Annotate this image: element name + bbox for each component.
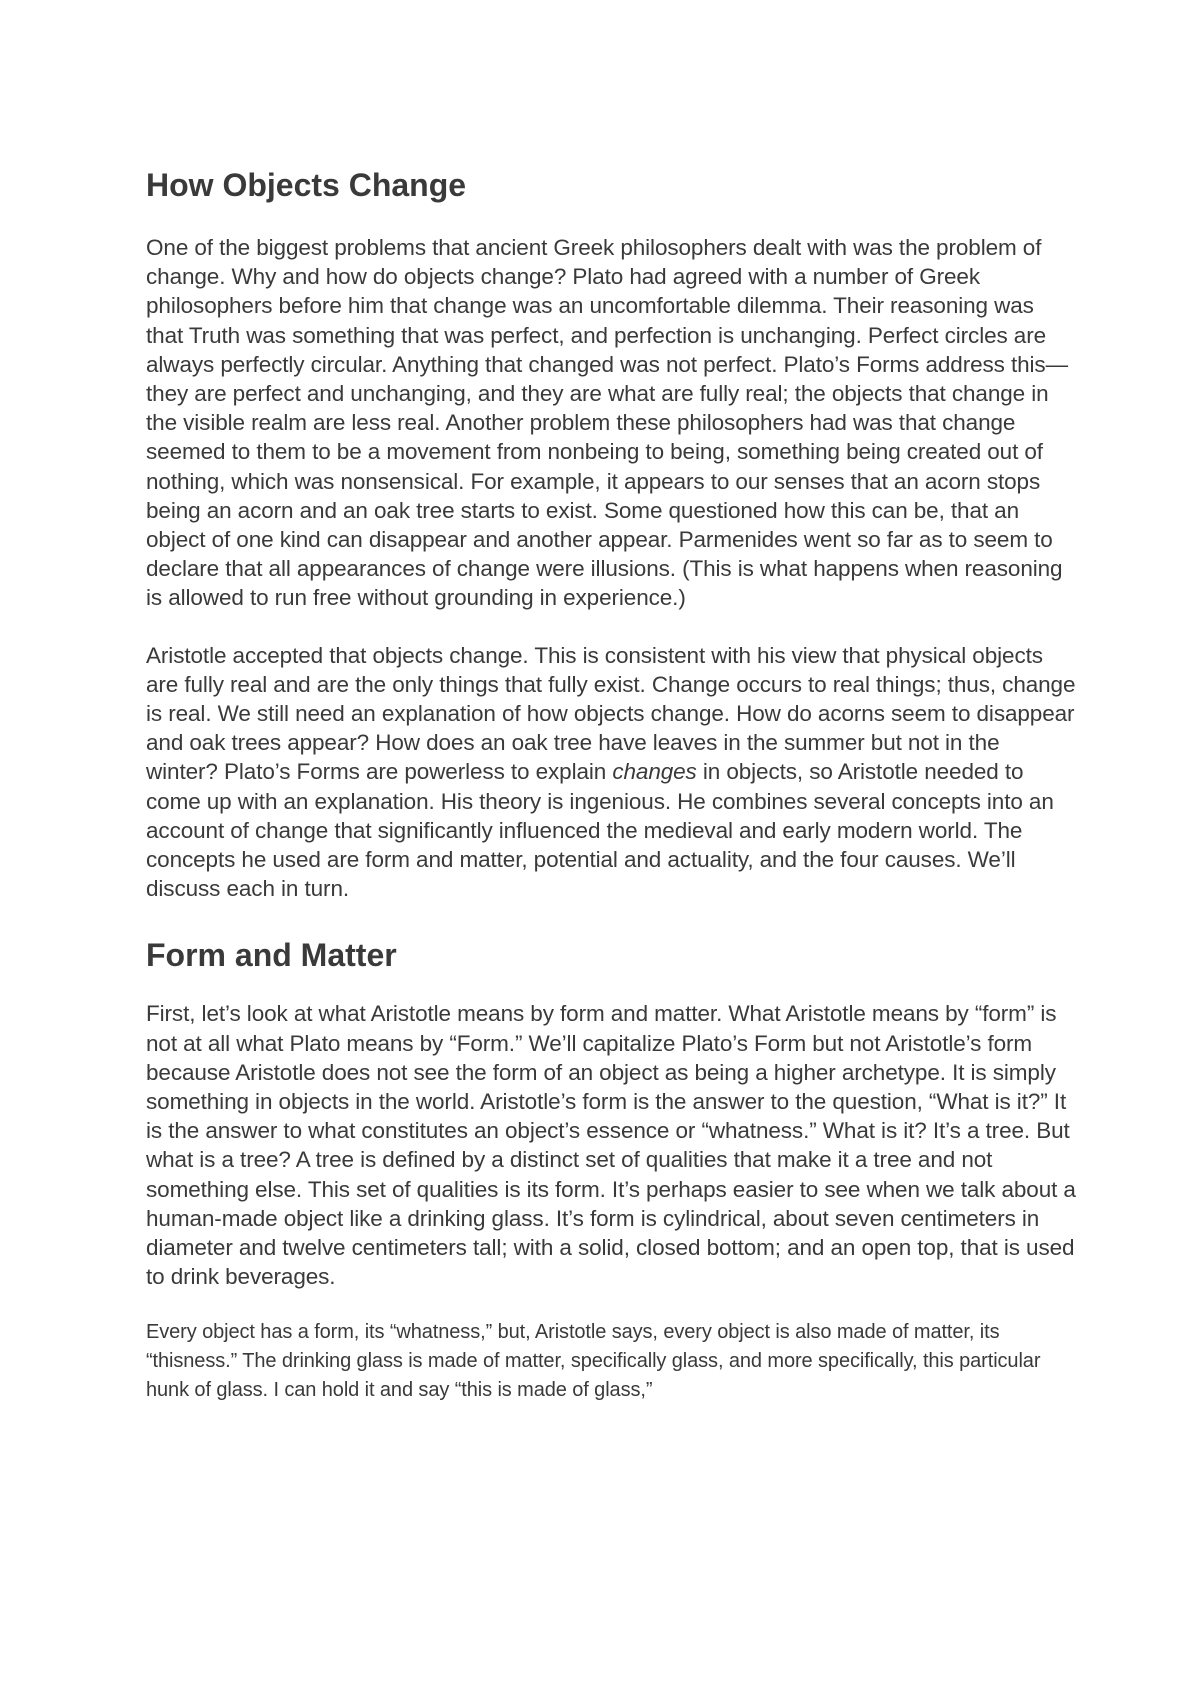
paragraph-text-after: in objects, so Aristotle needed to come up with an explanation. His theory is ingenious. He combines several concepts into an account of change that significantly influenced the medieval and early modern world. The concepts he used are form and matter, potential and actuality, and the four causes. We’ll discuss each in turn. [146,759,1054,902]
paragraph-form-definition: First, let’s look at what Aristotle means by form and matter. What Aristotle means by “form” is not at all what Plato means by “Form.” We’ll capitalize Plato’s Form but not Aristotle’s form because Aristotle does not see the form of an object as being a higher archetype. It is simply something in objects in the world. Aristotle’s form is the answer to the question, “What is it?” It is the answer to what constitutes an object’s essence or “whatness.” What is it? It’s a tree. But what is a tree? A tree is defined by a distinct set of qualities that make it a tree and not something else. This set of qualities is its form. It’s perhaps easier to see when we talk about a human-made object like a drinking glass. It’s form is cylindrical, about seven centimeters in diameter and twelve centimeters tall; with a solid, closed bottom; and an open top, that is used to drink beverages. [146,1001,1076,1290]
paragraph-aristotle-change [146,641,1076,904]
document-body [146,163,1076,1405]
paragraph-matter-definition: Every object has a form, its “whatness,” but, Aristotle says, every object is also made of matter, its “thisness.” The drinking glass is made of matter, specifically glass, and more specifically, this particular hunk of glass. I can hold it and say “this is made of glass,” [146,1320,1041,1401]
emphasis-changes: changes [612,759,697,785]
paragraph-problem-of-change: One of the biggest problems that ancient Greek philosophers dealt with was the problem of change. Why and how do objects change? Plato had agreed with a number of Greek philosophers before him that change was an uncomfortable dilemma. Their reasoning was that Truth was something that was perfect, and perfection is unchanging. Perfect circles are always perfectly circular. Anything that changed was not perfect. Plato’s Forms address this—they are perfect and unchanging, and they are what are fully real; the objects that change in the visible realm are less real. Another problem these philosophers had was that change seemed to them to be a movement from nonbeing to being, something being created out of nothing, which was nonsensical. For example, it appears to our senses that an acorn stops being an acorn and an oak tree starts to exist. Some questioned how this can be, that an object of one kind can disappear and another appear. Parmenides went so far as to seem to declare that all appearances of change were illusions. (This is what happens when reasoning is allowed to run free without grounding in experience.) [146,235,1068,611]
heading-form-and-matter: Form and Matter [146,937,397,974]
paragraph-text-before: Aristotle accepted that objects change. This is consistent with his view that physical objects are fully real and are the only things that fully exist. Change occurs to real things; thus, change is real. We still need an explanation of how objects change. How do acorns seem to disappear and oak trees appear? How does an oak tree have leaves in the summer but not in the winter? Plato’s Forms are powerless to explain [146,642,1076,785]
heading-how-objects-change: How Objects Change [146,167,467,203]
